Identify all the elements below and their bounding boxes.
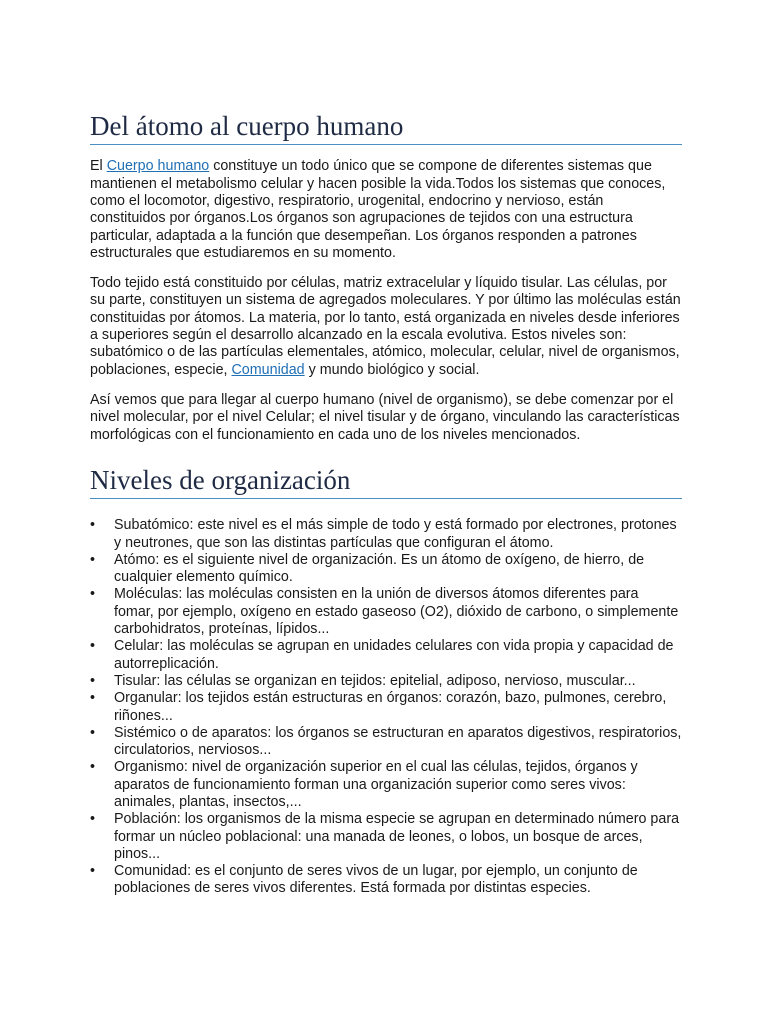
- bullet-icon: •: [90, 638, 96, 655]
- section-title-niveles: Niveles de organización: [90, 464, 682, 499]
- bullet-icon: •: [90, 690, 96, 707]
- list-item: [90, 517, 682, 552]
- cuerpo-humano-link[interactable]: Cuerpo humano: [106, 158, 210, 175]
- paragraph-tejidos: [90, 275, 682, 379]
- comunidad-link[interactable]: Comunidad: [231, 361, 305, 378]
- list-item-text: Organular: los tejidos están estructuras en órganos: corazón, bazo, pulmones, cerebro, riñones...: [114, 690, 667, 724]
- list-item: [90, 811, 682, 863]
- paragraph-text: El: [90, 158, 107, 175]
- list-item: [90, 673, 682, 690]
- bullet-icon: •: [90, 551, 96, 568]
- paragraph-text: Todo tejido está constituido por células, matriz extracelular y líquido tisular. Las células, por su parte, constituyen un sistema de agregados moleculares. Y por último las moléculas están constituidas por átomos. La materia, por lo tanto, está organizada en niveles desde inferiores a superiores según el desarrollo alcanzado en la escala evolutiva. Estos niveles son: subatómico o de las partículas elementales, atómico, molecular, celular, nivel de organismos, poblaciones, especie,: [90, 275, 681, 378]
- bullet-icon: •: [90, 863, 96, 880]
- list-item-text: Comunidad: es el conjunto de seres vivos de un lugar, por ejemplo, un conjunto de poblaciones de seres vivos diferentes. Está formada por distintas especies.: [114, 863, 638, 897]
- list-item: [90, 725, 682, 760]
- bullet-icon: •: [90, 672, 96, 689]
- list-item-text: Organismo: nivel de organización superior en el cual las células, tejidos, órganos y aparatos de funcionamiento forman una organización superior como seres vivos: animales, plantas, insectos,...: [114, 759, 638, 810]
- section-title-atomo: Del átomo al cuerpo humano: [90, 110, 682, 145]
- bullet-icon: •: [90, 759, 96, 776]
- list-item-text: Atómo: es el siguiente nivel de organización. Es un átomo de oxígeno, de hierro, de cualquier elemento químico.: [114, 551, 645, 586]
- list-item: [90, 759, 682, 811]
- paragraph-cuerpo-humano: [90, 158, 682, 262]
- bullet-icon: •: [90, 811, 96, 828]
- bullet-icon: •: [90, 517, 96, 534]
- list-item-text: Población: los organismos de la misma especie se agrupan en determinado número para formar un núcleo poblacional: una manada de leones, o lobos, un bosque de arces, pinos...: [114, 811, 680, 862]
- paragraph-text: y mundo biológico y social.: [304, 361, 480, 378]
- list-item: [90, 586, 682, 638]
- paragraph-text: constituye un todo único que se compone de diferentes sistemas que mantienen el metabolismo celular y hacen posible la vida.Todos los sistemas que conoces, como el locomotor, digestivo, respiratorio, urogenital, endocrino y nervioso, están constituidos por órganos.Los órganos son agrupaciones de tejidos con una estructura particular, adaptada a la función que desempeñan. Los órganos responden a patrones estructurales que estudiaremos en su momento.: [90, 158, 666, 261]
- document-page: [90, 0, 682, 898]
- list-item: [90, 638, 682, 673]
- list-item: [90, 552, 682, 587]
- list-item-text: Tisular: las células se organizan en tejidos: epitelial, adiposo, nervioso, muscular...: [114, 672, 636, 689]
- list-item-text: Moléculas: las moléculas consisten en la unión de diversos átomos diferentes para fomar, por ejemplo, oxígeno en estado gaseoso (O2), dióxido de carbono, o simplemente carbohidratos, proteínas, lípidos...: [114, 586, 679, 638]
- levels-list: [90, 517, 682, 898]
- paragraph-niveles-resumen: Así vemos que para llegar al cuerpo humano (nivel de organismo), se debe comenzar por el nivel molecular, por el nivel Celular; el nivel tisular y de órgano, vinculando las características morfológicas con el funcionamiento en cada uno de los niveles mencionados.: [90, 391, 680, 443]
- list-item: [90, 690, 682, 725]
- bullet-icon: •: [90, 586, 96, 603]
- bullet-icon: •: [90, 724, 96, 741]
- list-item-text: Subatómico: este nivel es el más simple de todo y está formado por electrones, protones y neutrones, que son las distintas partículas que configuran el átomo.: [114, 517, 677, 551]
- list-item: [90, 863, 682, 898]
- list-item-text: Sistémico o de aparatos: los órganos se estructuran en aparatos digestivos, respiratorios, circulatorios, nerviosos...: [114, 724, 682, 759]
- list-item-text: Celular: las moléculas se agrupan en unidades celulares con vida propia y capacidad de autorreplicación.: [114, 638, 674, 672]
